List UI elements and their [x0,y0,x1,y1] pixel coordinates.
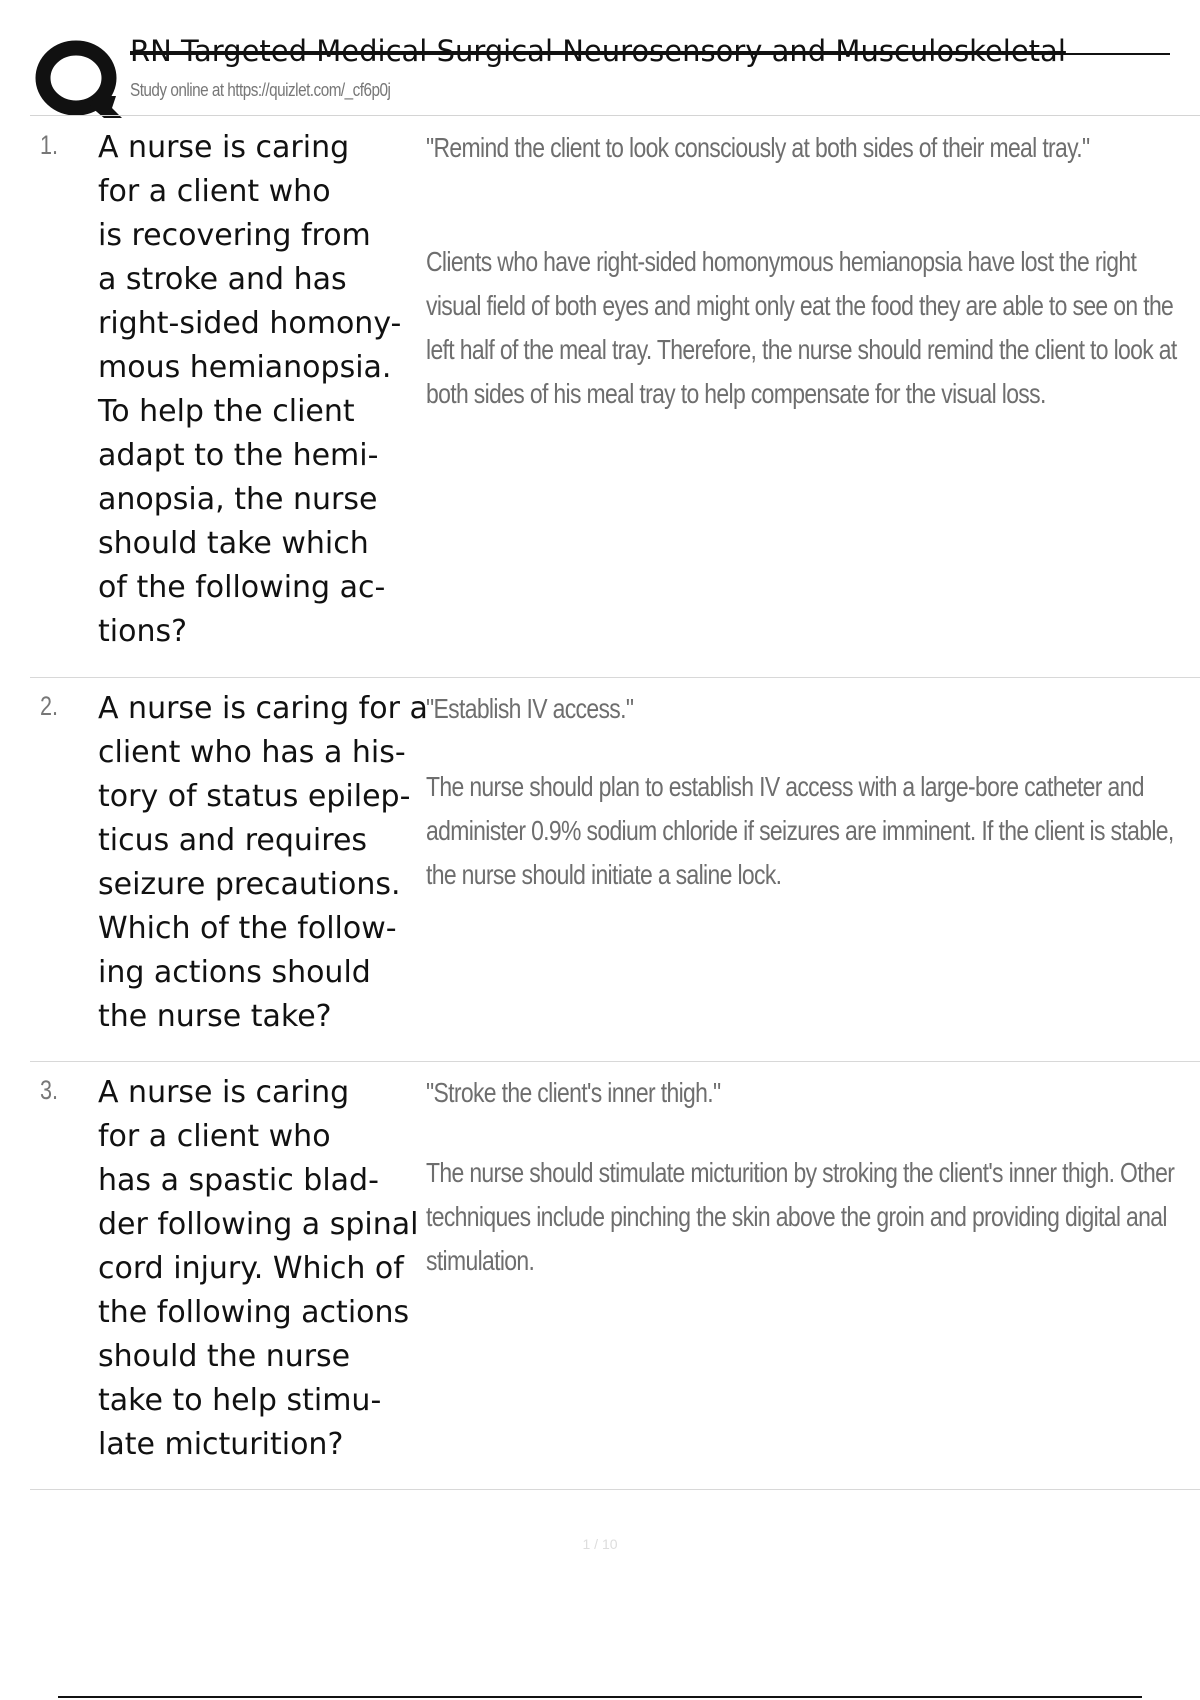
card-number: 3. [40,1075,59,1105]
card-definition [426,1071,1200,1283]
card-term: A nurse is caring for a client who has a his- tory of status epilep- ticus and requires seizure precautions. Which of the follow- ing actions should the nurse take? [98,691,428,1034]
footer-divider [58,1696,1142,1698]
card-answer: "Stroke the client's inner thigh." [426,1077,721,1108]
card-definition [426,687,1200,897]
card-term: A nurse is caring for a client who has a spastic blad- der following a spinal cord injury. Which of the following actions should the nurse take to help stimu- late micturition? [98,1075,419,1462]
card-number: 1. [40,130,59,160]
study-online-link[interactable]: Study online at https://quizlet.com/_cf6p0j [130,80,391,100]
flashcard-3 [30,1061,1200,1490]
card-term: A nurse is caring for a client who is recovering from a stroke and has right-sided homony- mous hemianopsia. To help the client adapt to the hemi- anopsia, the nurse should take which of the following ac- tions? [98,130,402,649]
card-explanation: The nurse should plan to establish IV access with a large-bore catheter and administer 0.9% sodium chloride if seizures are imminent. If the client is stable, the nurse should initiate a saline lock. [426,771,1174,890]
quizlet-q-logo-icon [32,32,142,122]
card-answer: "Establish IV access." [426,693,634,724]
page-header [30,28,1190,116]
card-answer: "Remind the client to look consciously at both sides of their meal tray." [426,132,1090,163]
flashcard-1 [30,116,1200,678]
card-number: 2. [40,691,59,721]
document-title: RN Targeted Medical Surgical Neurosensory and Musculoskeletal [130,34,1066,68]
card-definition [426,126,1200,416]
page-number: 1 / 10 [582,1536,618,1552]
card-explanation: The nurse should stimulate micturition by stroking the client's inner thigh. Other techniques include pinching the skin above the groin and providing digital anal stimulation. [426,1157,1175,1276]
card-explanation: Clients who have right-sided homonymous hemianopsia have lost the right visual field of both eyes and might only eat the food they are able to see on the left half of the meal tray. Therefore, the nurse should remind the client to look at both sides of his meal tray to help compensate for the visual loss. [426,246,1177,409]
flashcard-2 [30,677,1200,1062]
